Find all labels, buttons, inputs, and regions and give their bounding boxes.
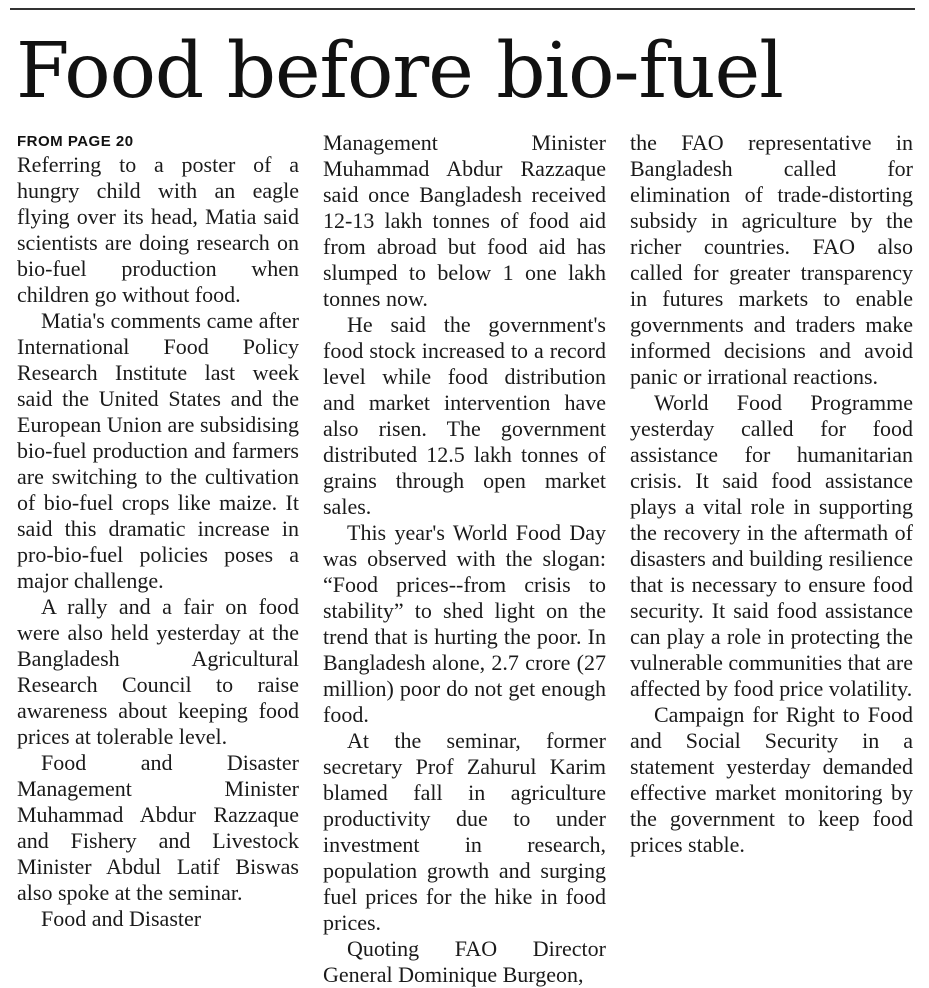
paragraph: Management Minister Muhammad Abdur Razzaque said once Bangladesh received 12-13 lakh tonnes of food aid from abroad but food aid has slumped to below 1 one lakh tonnes now. [323, 130, 606, 311]
paragraph: Referring to a poster of a hungry child with an eagle flying over its head, Matia said scientists are doing research on bio-fuel production when children go without food. [17, 152, 299, 307]
article-column-1 [17, 132, 299, 932]
paragraph: Quoting FAO Director General Dominique Burgeon, [323, 936, 606, 987]
paragraph: Matia's comments came after International Food Policy Research Institute last week said the United States and the European Union are subsidising bio-fuel production and farmers are switching to the cultivation of bio-fuel crops like maize. It said this dramatic increase in pro-bio-fuel policies poses a major challenge. [17, 308, 299, 593]
paragraph: Food and Disaster Management Minister Muhammad Abdur Razzaque and Fishery and Livestock Minister Abdul Latif Biswas also spoke at the seminar. [17, 750, 299, 905]
paragraph: This year's World Food Day was observed with the slogan: “Food prices--from crisis to stability” to shed light on the trend that is hurting the poor. In Bangladesh alone, 2.7 crore (27 million) poor do not get enough food. [323, 520, 606, 727]
paragraph: Campaign for Right to Food and Social Security in a statement yesterday demanded effective market monitoring by the government to keep food prices stable. [630, 702, 913, 857]
top-rule [10, 8, 915, 10]
paragraph: He said the government's food stock increased to a record level while food distribution and market intervention have also risen. The government distributed 12.5 lakh tonnes of grains through open market sales. [323, 312, 606, 519]
paragraph: the FAO representative in Bangladesh called for elimination of trade-distorting subsidy in agriculture by the richer countries. FAO also called for greater transparency in futures markets to enable governments and traders make informed decisions and avoid panic or irrational reactions. [630, 130, 913, 389]
article-column-3 [630, 130, 913, 858]
paragraph: Food and Disaster [41, 906, 202, 931]
headline: Food before bio-fuel [16, 27, 783, 116]
paragraph: World Food Programme yesterday called for food assistance for humanitarian crisis. It said food assistance plays a vital role in supporting the recovery in the aftermath of disasters and building resilience that is necessary to ensure food security. It said food assistance can play a role in protecting the vulnerable communities that are affected by food price volatility. [630, 390, 913, 701]
article-column-2 [323, 130, 606, 988]
kicker-from-page: FROM PAGE 20 [17, 133, 134, 150]
paragraph: A rally and a fair on food were also held yesterday at the Bangladesh Agricultural Research Council to raise awareness about keeping food prices at tolerable level. [17, 594, 299, 749]
paragraph: At the seminar, former secretary Prof Zahurul Karim blamed fall in agriculture productivity due to under investment in research, population growth and surging fuel prices for the hike in food prices. [323, 728, 606, 935]
